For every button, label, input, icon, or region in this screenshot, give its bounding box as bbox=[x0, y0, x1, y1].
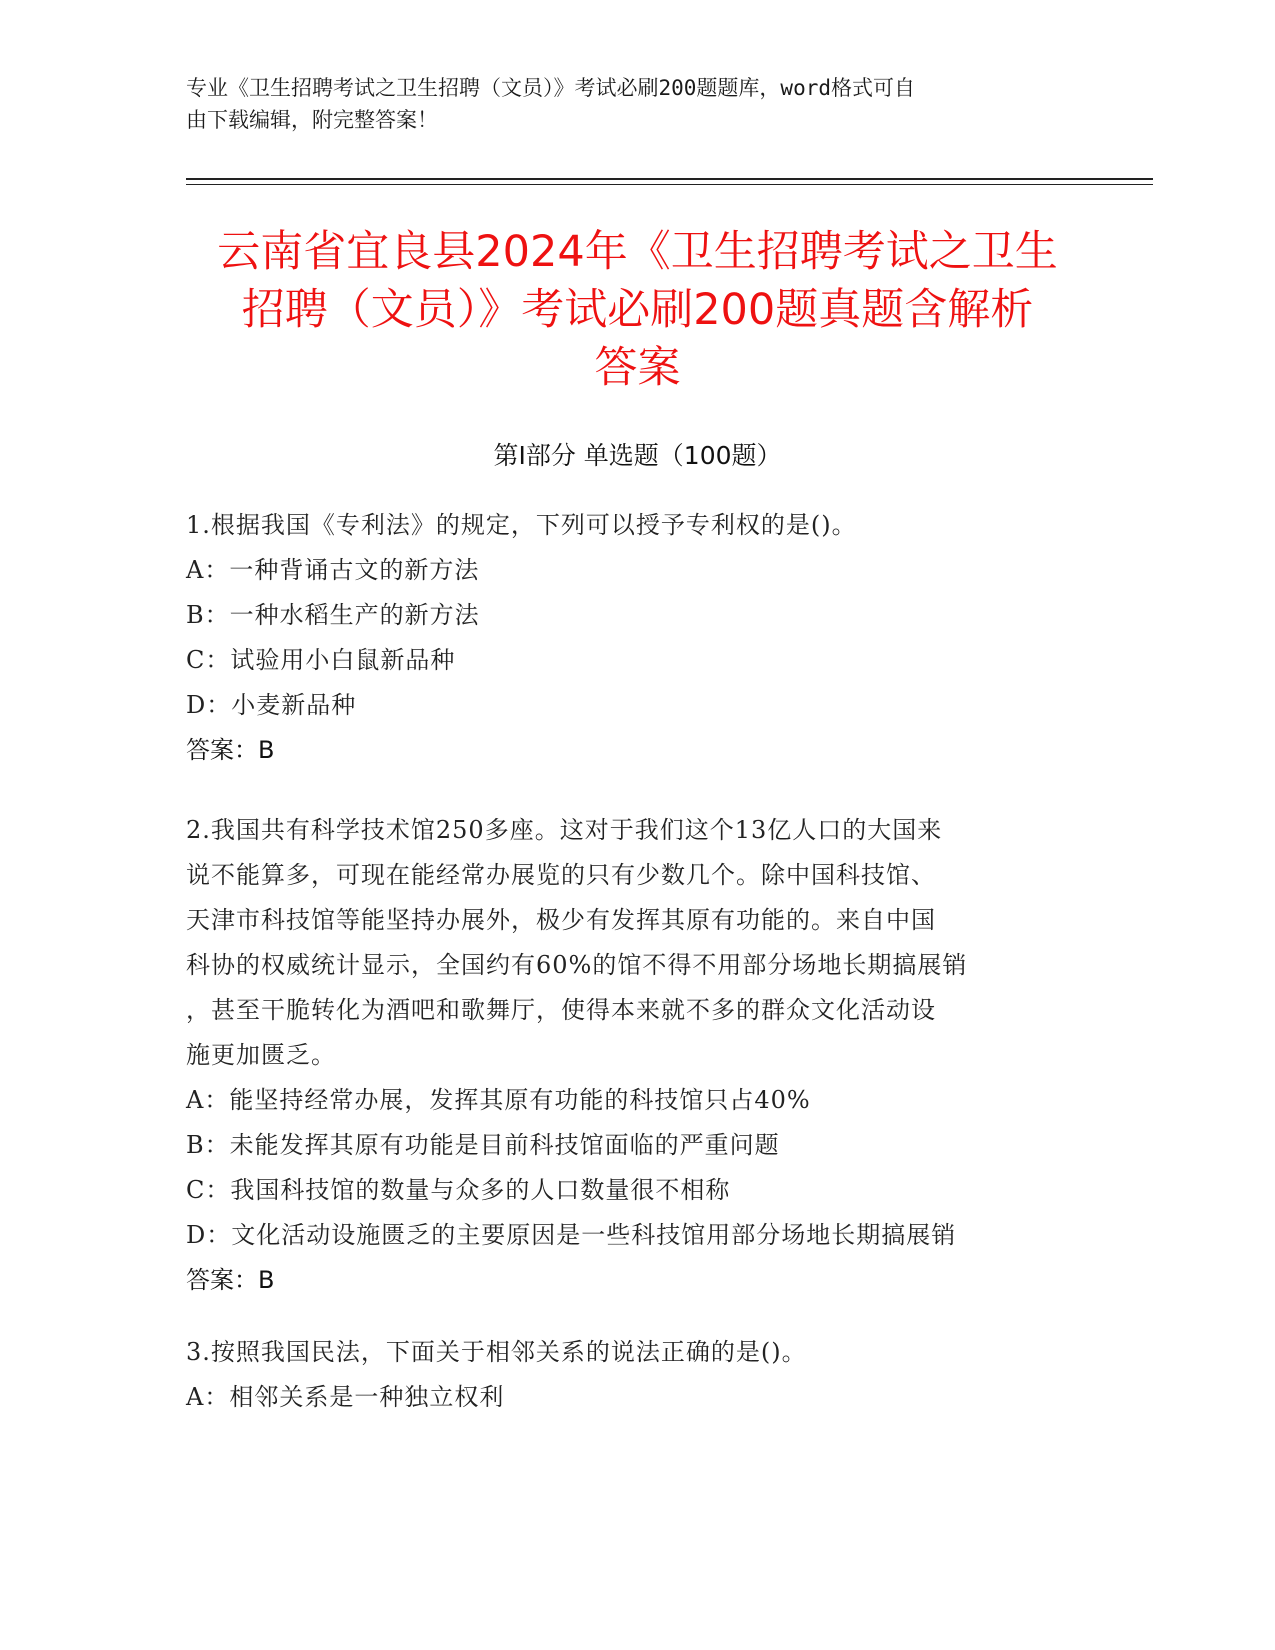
header-divider-thin bbox=[186, 184, 1153, 185]
header-note-line-1: 专业《卫生招聘考试之卫生招聘（文员）》考试必刷200题题库，word格式可自 bbox=[186, 76, 915, 100]
option-b: B：未能发挥其原有功能是目前科技馆面临的严重问题 bbox=[186, 1131, 780, 1159]
document-title bbox=[150, 223, 1125, 397]
option-d: D：小麦新品种 bbox=[186, 691, 357, 719]
header-divider-thick bbox=[186, 178, 1153, 180]
option-a: A：相邻关系是一种独立权利 bbox=[186, 1383, 505, 1411]
question-stem-line: 天津市科技馆等能坚持办展外，极少有发挥其原有功能的。来自中国 bbox=[186, 906, 936, 934]
question-block-1 bbox=[186, 503, 1086, 773]
option-a: A：一种背诵古文的新方法 bbox=[186, 556, 480, 584]
question-stem-line: 施更加匮乏。 bbox=[186, 1041, 336, 1069]
option-b: B：一种水稻生产的新方法 bbox=[186, 601, 480, 629]
section-heading: 第Ⅰ部分 单选题（100题） bbox=[493, 441, 782, 470]
option-c: C：我国科技馆的数量与众多的人口数量很不相称 bbox=[186, 1176, 731, 1204]
option-c: C：试验用小白鼠新品种 bbox=[186, 646, 456, 674]
question-stem: 3.按照我国民法，下面关于相邻关系的说法正确的是()。 bbox=[186, 1338, 807, 1366]
question-stem-line: 科协的权威统计显示，全国约有60%的馆不得不用部分场地长期搞展销 bbox=[186, 951, 968, 979]
answer-label: 答案：B bbox=[186, 1266, 275, 1294]
question-stem-line: 说不能算多，可现在能经常办展览的只有少数几个。除中国科技馆、 bbox=[186, 861, 936, 889]
option-a: A：能坚持经常办展，发挥其原有功能的科技馆只占40% bbox=[186, 1086, 811, 1114]
question-block-3 bbox=[186, 1330, 1086, 1420]
question-stem: 1.根据我国《专利法》的规定，下列可以授予专利权的是()。 bbox=[186, 511, 857, 539]
title-line-1: 云南省宜良县2024年《卫生招聘考试之卫生 bbox=[217, 227, 1058, 277]
option-d: D：文化活动设施匮乏的主要原因是一些科技馆用部分场地长期搞展销 bbox=[186, 1221, 957, 1249]
question-stem-line: 2.我国共有科学技术馆250多座。这对于我们这个13亿人口的大国来 bbox=[186, 816, 943, 844]
title-line-3: 答案 bbox=[594, 343, 681, 393]
question-stem-line: ，甚至干脆转化为酒吧和歌舞厅，使得本来就不多的群众文化活动设 bbox=[186, 996, 936, 1024]
header-note bbox=[186, 72, 1086, 136]
answer-label: 答案：B bbox=[186, 736, 275, 764]
header-note-line-2: 由下载编辑，附完整答案！ bbox=[186, 108, 438, 132]
title-line-2: 招聘（文员）》考试必刷200题真题含解析 bbox=[241, 285, 1034, 335]
question-block-2 bbox=[186, 808, 1086, 1303]
